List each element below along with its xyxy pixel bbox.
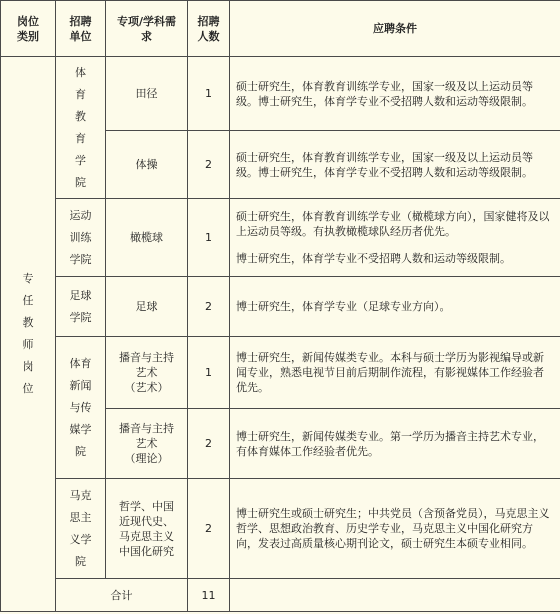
condition-text: 博士研究生或硕士研究生；中共党员（含预备党员），马克思主义哲学、思想政治教育、历史学专业，马克思主义中国化研究方向，发表过高质量核心期刊论文，硕士研究生本硕专业相同。 [236, 507, 550, 550]
position-category-cell: 专 任 教 师 岗 位 [1, 57, 56, 612]
major-cell: 田径 [106, 57, 188, 131]
unit-cell: 运动 训练 学院 [56, 199, 106, 277]
condition-text: 博士研究生，体育学专业不受招聘人数和运动等级限制。 [236, 252, 511, 265]
header-row [1, 1, 560, 57]
major-cell: 哲学、中国 近现代史、 马克思主义 中国化研究 [106, 479, 188, 579]
table-row [1, 199, 560, 277]
count-cell: 2 [188, 479, 230, 579]
header-conditions: 应聘条件 [230, 1, 560, 57]
conditions-cell [230, 337, 560, 409]
unit-cell: 足球 学院 [56, 277, 106, 337]
unit-cell: 体育 新闻 与传 媒学 院 [56, 337, 106, 479]
conditions-cell [230, 131, 560, 199]
conditions-cell [230, 409, 560, 479]
conditions-cell [230, 277, 560, 337]
condition-text: 博士研究生，新闻传媒类专业。本科与硕士学历为影视编导或新闻专业，熟悉电视节目前后期制作流程，有影视媒体工作经验者优先。 [236, 351, 544, 394]
table-row [1, 57, 560, 131]
total-empty-cell [230, 579, 560, 612]
count-cell: 1 [188, 337, 230, 409]
table-row [1, 479, 560, 579]
major-cell: 足球 [106, 277, 188, 337]
total-label: 合计 [56, 579, 188, 612]
conditions-cell [230, 199, 560, 277]
conditions-cell [230, 57, 560, 131]
total-row [1, 579, 560, 612]
header-major: 专项/学科需 求 [106, 1, 188, 57]
major-cell: 播音与主持 艺术 （理论） [106, 409, 188, 479]
count-cell: 2 [188, 409, 230, 479]
count-cell: 1 [188, 57, 230, 131]
header-position-type: 岗位 类别 [1, 1, 56, 57]
condition-text: 硕士研究生，体育教育训练学专业（橄榄球方向），国家健将及以上运动员等级。有执教橄榄球队经历者优先。 [236, 210, 550, 238]
condition-text: 硕士研究生，体育教育训练学专业，国家一级及以上运动员等级。博士研究生，体育学专业不受招聘人数和运动等级限制。 [236, 150, 533, 179]
condition-text: 博士研究生，新闻传媒类专业。第一学历为播音主持艺术专业，有体育媒体工作经验者优先。 [236, 429, 544, 458]
count-cell: 2 [188, 131, 230, 199]
count-cell: 2 [188, 277, 230, 337]
header-unit: 招聘 单位 [56, 1, 106, 57]
unit-cell: 体 育 教 育 学 院 [56, 57, 106, 199]
major-cell: 体操 [106, 131, 188, 199]
count-cell: 1 [188, 199, 230, 277]
major-cell: 播音与主持 艺术 （艺术） [106, 337, 188, 409]
unit-cell: 马克 思主 义学 院 [56, 479, 106, 579]
conditions-cell [230, 479, 560, 579]
table-row [1, 337, 560, 409]
table-row [1, 277, 560, 337]
condition-text: 博士研究生，体育学专业（足球专业方向）。 [236, 300, 451, 313]
major-cell: 橄榄球 [106, 199, 188, 277]
header-count: 招聘 人数 [188, 1, 230, 57]
total-count: 11 [188, 579, 230, 612]
condition-text: 硕士研究生，体育教育训练学专业，国家一级及以上运动员等级。博士研究生，体育学专业不受招聘人数和运动等级限制。 [236, 79, 533, 108]
